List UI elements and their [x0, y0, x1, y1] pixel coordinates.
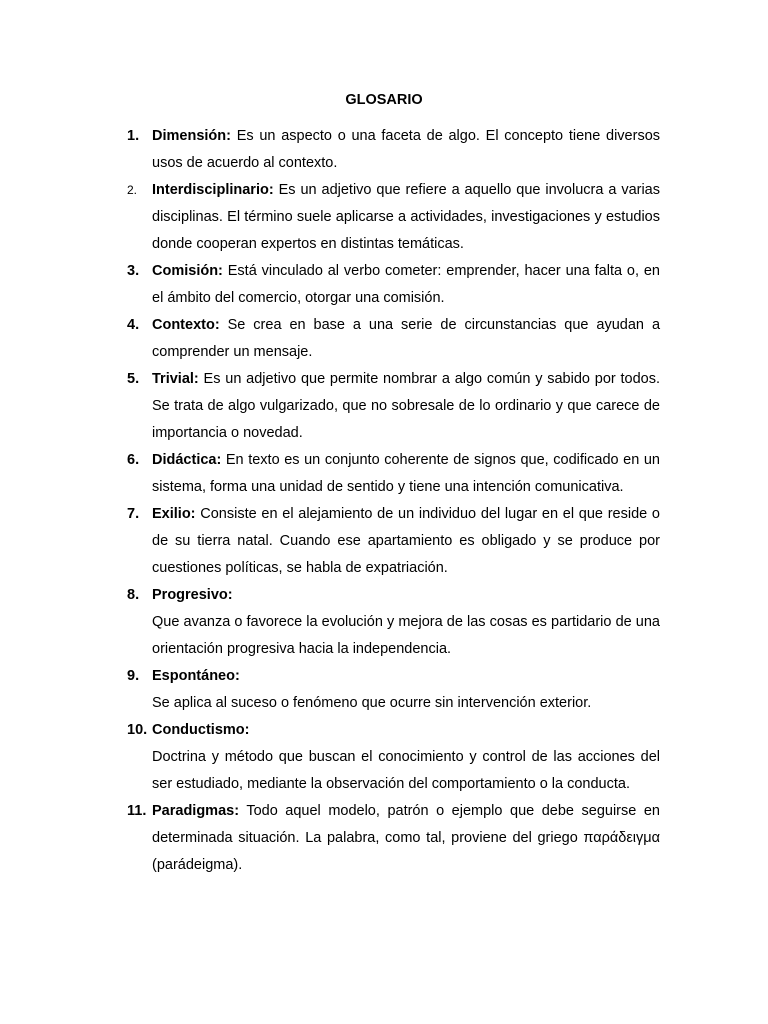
entry-definition: Es un adjetivo que permite nombrar a algo común y sabido por todos. Se trata de algo vulgarizado, que no sobresale de lo ordinario y que carece de importancia o novedad. — [152, 371, 661, 441]
glossary-entry-9 — [127, 663, 660, 717]
entry-definition: Que avanza o favorece la evolución y mejora de las cosas es partidario de una orientación progresiva hacia la independencia. — [152, 614, 660, 657]
entry-term: Exilio: — [152, 506, 196, 522]
glossary-list — [127, 123, 660, 879]
entry-definition: Es un aspecto o una faceta de algo. El concepto tiene diversos usos de acuerdo al contexto. — [152, 128, 661, 171]
entry-number: 10. — [127, 722, 148, 738]
entry-definition: En texto es un conjunto coherente de signos que, codificado en un sistema, forma una unidad de sentido y tiene una intención comunicativa. — [152, 452, 660, 495]
entry-number: 1. — [127, 128, 140, 144]
entry-term: Progresivo: — [152, 587, 233, 603]
glossary-entry-3 — [127, 258, 660, 312]
entry-term: Contexto: — [152, 317, 220, 333]
glossary-entry-6 — [127, 447, 660, 501]
entry-number: 9. — [127, 668, 140, 684]
entry-definition: Es un adjetivo que refiere a aquello que involucra a varias disciplinas. El término suele aplicarse a actividades, investigaciones y estudios donde cooperan expertos en distintas temáticas. — [152, 182, 660, 252]
entry-definition: Doctrina y método que buscan el conocimiento y control de las acciones del ser estudiado, mediante la observación del comportamiento o la conducta. — [152, 749, 660, 792]
entry-number: 5. — [127, 371, 140, 387]
entry-number: 2. — [127, 183, 138, 197]
entry-definition: Está vinculado al verbo cometer: emprender, hacer una falta o, en el ámbito del comercio, otorgar una comisión. — [152, 263, 660, 306]
entry-term: Interdisciplinario: — [152, 182, 274, 198]
entry-term: Dimensión: — [152, 128, 231, 144]
entry-term: Paradigmas: — [152, 803, 240, 819]
glossary-entry-8 — [127, 582, 660, 663]
entry-term: Espontáneo: — [152, 668, 240, 684]
entry-definition: Todo aquel modelo, patrón o ejemplo que debe seguirse en determinada situación. La palabra, como tal, proviene del griego παράδειγμα (parádeigma). — [152, 803, 660, 873]
glossary-entry-7 — [127, 501, 660, 582]
entry-term: Trivial: — [152, 371, 199, 387]
glossary-entry-10 — [127, 717, 660, 798]
entry-number: 11. — [127, 803, 147, 819]
glossary-entry-5 — [127, 366, 660, 447]
entry-number: 7. — [127, 506, 140, 522]
entry-number: 4. — [127, 317, 140, 333]
glossary-entry-1 — [127, 123, 660, 177]
entry-term: Conductismo: — [152, 722, 250, 738]
page-title: GLOSARIO — [345, 92, 423, 108]
entry-number: 3. — [127, 263, 140, 279]
glossary-entry-4 — [127, 312, 660, 366]
glossary-entry-11 — [127, 798, 660, 879]
glossary-entry-2 — [127, 177, 660, 258]
entry-number: 6. — [127, 452, 140, 468]
entry-definition: Se aplica al suceso o fenómeno que ocurre sin intervención exterior. — [152, 695, 592, 711]
entry-term: Didáctica: — [152, 452, 222, 468]
entry-number: 8. — [127, 587, 140, 603]
entry-term: Comisión: — [152, 263, 223, 279]
entry-definition: Consiste en el alejamiento de un individuo del lugar en el que reside o de su tierra natal. Cuando ese apartamiento es obligado y se produce por cuestiones políticas, se habla de expatriación. — [152, 506, 660, 576]
entry-definition: Se crea en base a una serie de circunstancias que ayudan a comprender un mensaje. — [152, 317, 661, 360]
